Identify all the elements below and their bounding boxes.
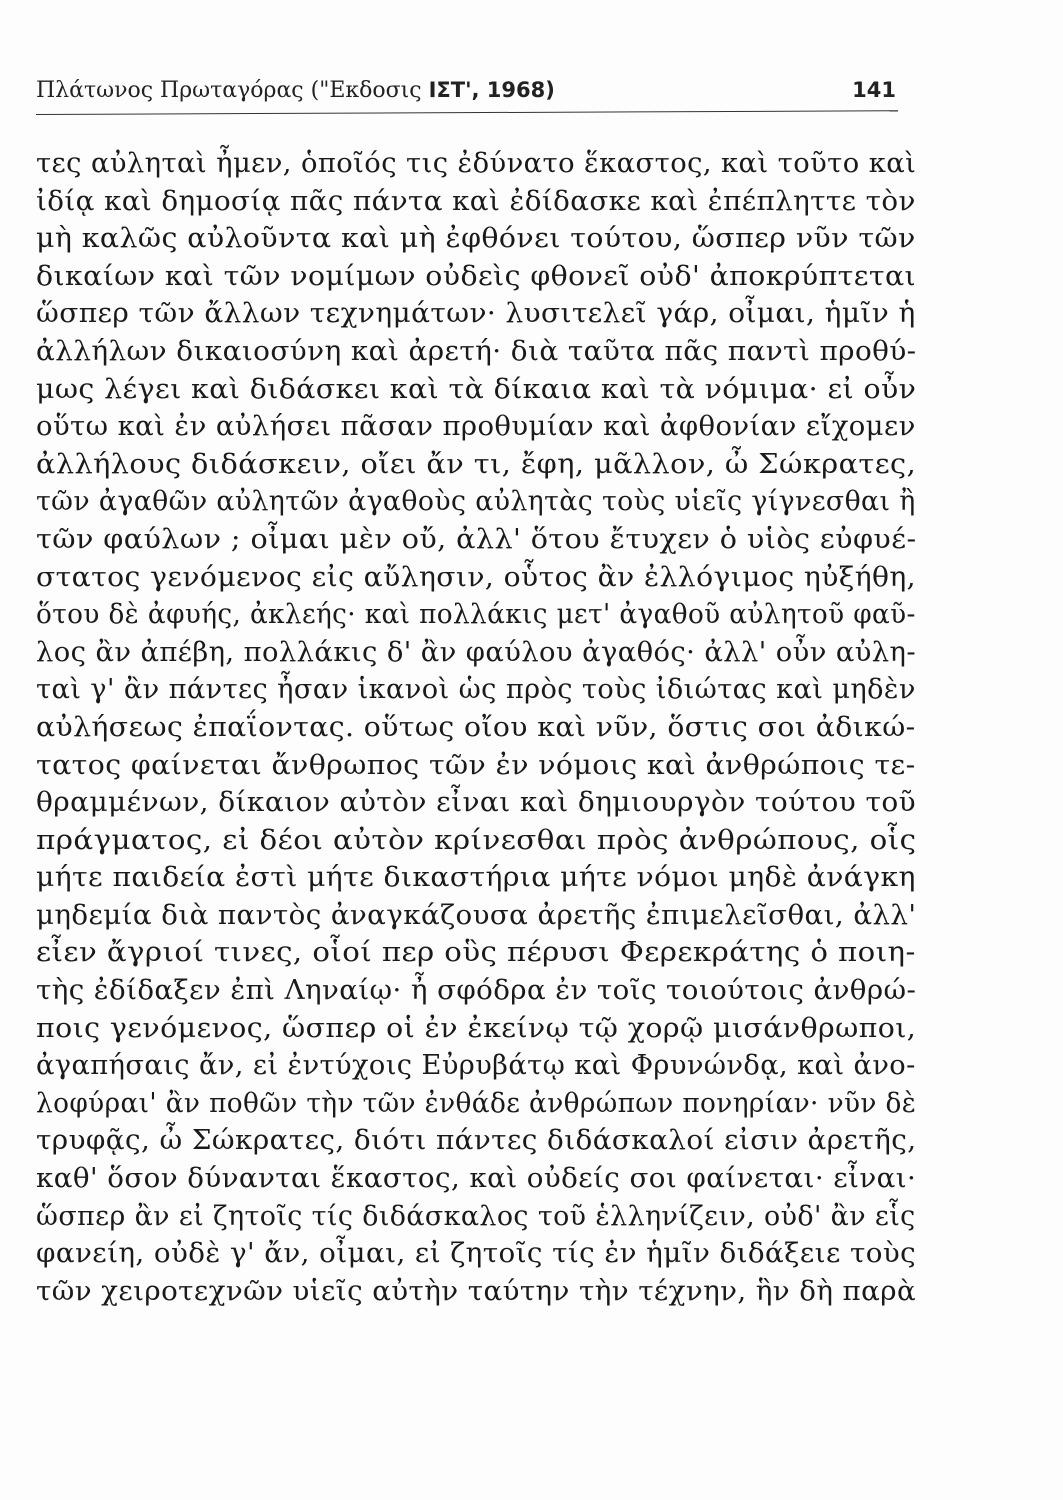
text-line: τὴς ἐδίδαξεν ἐπὶ Ληναίῳ· ἦ σφόδρα ἐν τοῖς τοιούτοις ἀνθρώ- [36, 975, 917, 1007]
text-line: ταὶ γ' ἂν πάντες ἦσαν ἱκανοὶ ὡς πρὸς τοὺς ἰδιώτας καὶ μηδὲν [36, 674, 916, 706]
text-line: μηδεμία διὰ παντὸς ἀναγκάζουσα ἀρετῆς ἐπιμελεῖσθαι, ἀλλ' [36, 899, 917, 931]
text-line: ἀγαπήσαις ἄν, εἰ ἐντύχοις Εὐρυβάτῳ καὶ Φρυνώνδᾳ, καὶ ἀνο- [36, 1050, 916, 1082]
text-line: λος ἂν ἀπέβη, πολλάκις δ' ἂν φαύλου ἀγαθός· ἀλλ' οὖν αὐλη- [36, 636, 917, 668]
text-line: τῶν χειροτεχνῶν υἱεῖς αὐτὴν ταύτην τὴν τέχνην, ἣν δὴ παρὰ [36, 1275, 917, 1307]
edition-info: ΙΣΤ', 1968) [428, 78, 555, 102]
running-head-title [36, 72, 555, 109]
text-line: ἀλλήλους διδάσκειν, οἴει ἄν τι, ἔφη, μᾶλλον, ὦ Σώκρατες, [36, 448, 917, 480]
text-line: ποις γενόμενος, ὥσπερ οἱ ἐν ἐκείνῳ τῷ χορῷ μισάνθρωποι, [36, 1012, 917, 1044]
text-line: στατος γενόμενος εἰς αὔλησιν, οὗτος ἂν ἐλλόγιμος ηὐξήθη, [36, 561, 917, 593]
text-line: τρυφᾷς, ὦ Σώκρατες, διότι πάντες διδάσκαλοί εἰσιν ἀρετῆς, [36, 1125, 917, 1157]
text-line: ἀλλήλων δικαιοσύνη καὶ ἀρετή· διὰ ταῦτα πᾶς παντὶ προθύ- [36, 335, 917, 367]
text-line: μως λέγει καὶ διδάσκει καὶ τὰ δίκαια καὶ τὰ νόμιμα· εἰ οὖν [36, 373, 917, 405]
running-head [36, 72, 896, 108]
book-title: Πλάτωνος Πρωταγόρας ("Εκδοσις [36, 78, 422, 103]
text-line: τατος φαίνεται ἄνθρωπος τῶν ἐν νόμοις καὶ ἀνθρώποις τε- [36, 749, 916, 781]
text-line: φανείη, οὐδὲ γ' ἄν, οἶμαι, εἰ ζητοῖς τίς ἐν ἡμῖν διδάξειε τοὺς [36, 1238, 917, 1270]
text-line: λοφύραι' ἂν ποθῶν τὴν τῶν ἐνθάδε ἀνθρώπων πονηρίαν· νῦν δὲ [36, 1087, 917, 1119]
text-line: αὐλήσεως ἐπαΐοντας. οὕτως οἴου καὶ νῦν, ὅστις σοι ἀδικώ- [36, 711, 916, 743]
text-line: καθ' ὅσον δύνανται ἕκαστος, καὶ οὐδείς σοι φαίνεται· εἶναι· [36, 1163, 917, 1195]
text-line: ἰδίᾳ καὶ δημοσίᾳ πᾶς πάντα καὶ ἐδίδασκε καὶ ἐπέπληττε τὸν [36, 185, 916, 217]
text-line: τες αὐληταὶ ἦμεν, ὁποῖός τις ἐδύνατο ἕκαστος, καὶ τοῦτο καὶ [36, 148, 917, 179]
text-line: μήτε παιδεία ἐστὶ μήτε δικαστήρια μήτε νόμοι μηδὲ ἀνάγκη [36, 862, 916, 894]
text-line: τῶν ἀγαθῶν αὐλητῶν ἀγαθοὺς αὐλητὰς τοὺς υἱεῖς γίγνεσθαι ἢ [36, 486, 916, 518]
body-text [36, 145, 916, 1310]
header-rule [36, 110, 898, 115]
text-line: εἶεν ἄγριοί τινες, οἷοί περ οὓς πέρυσι Φερεκράτης ὁ ποιη- [36, 937, 916, 969]
text-line: τῶν φαύλων ; οἶμαι μὲν οὔ, ἀλλ' ὅτου ἔτυχεν ὁ υἱὸς εὐφυέ- [36, 523, 917, 555]
text-line: οὕτω καὶ ἐν αὐλήσει πᾶσαν προθυμίαν καὶ ἀφθονίαν εἴχομεν [36, 411, 916, 443]
text-line: μὴ καλῶς αὐλοῦντα καὶ μὴ ἐφθόνει τούτου, ὥσπερ νῦν τῶν [36, 223, 916, 255]
text-line: δικαίων καὶ τῶν νομίμων οὐδεὶς φθονεῖ οὐδ' ἀποκρύπτεται [36, 260, 917, 292]
page-number: 141 [852, 78, 896, 102]
text-line: πράγματος, εἰ δέοι αὐτὸν κρίνεσθαι πρὸς ἀνθρώπους, οἷς [36, 824, 917, 856]
text-line: ὅτου δὲ ἀφυής, ἀκλεής· καὶ πολλάκις μετ' ἀγαθοῦ αὐλητοῦ φαῦ- [36, 599, 916, 631]
text-line: θραμμένων, δίκαιον αὐτὸν εἶναι καὶ δημιουργὸν τούτου τοῦ [36, 787, 917, 819]
text-line: ὥσπερ ἂν εἰ ζητοῖς τίς διδάσκαλος τοῦ ἑλληνίζειν, οὐδ' ἂν εἷς [36, 1200, 916, 1232]
text-line: ὥσπερ τῶν ἄλλων τεχνημάτων· λυσιτελεῖ γάρ, οἶμαι, ἡμῖν ἡ [36, 298, 916, 330]
